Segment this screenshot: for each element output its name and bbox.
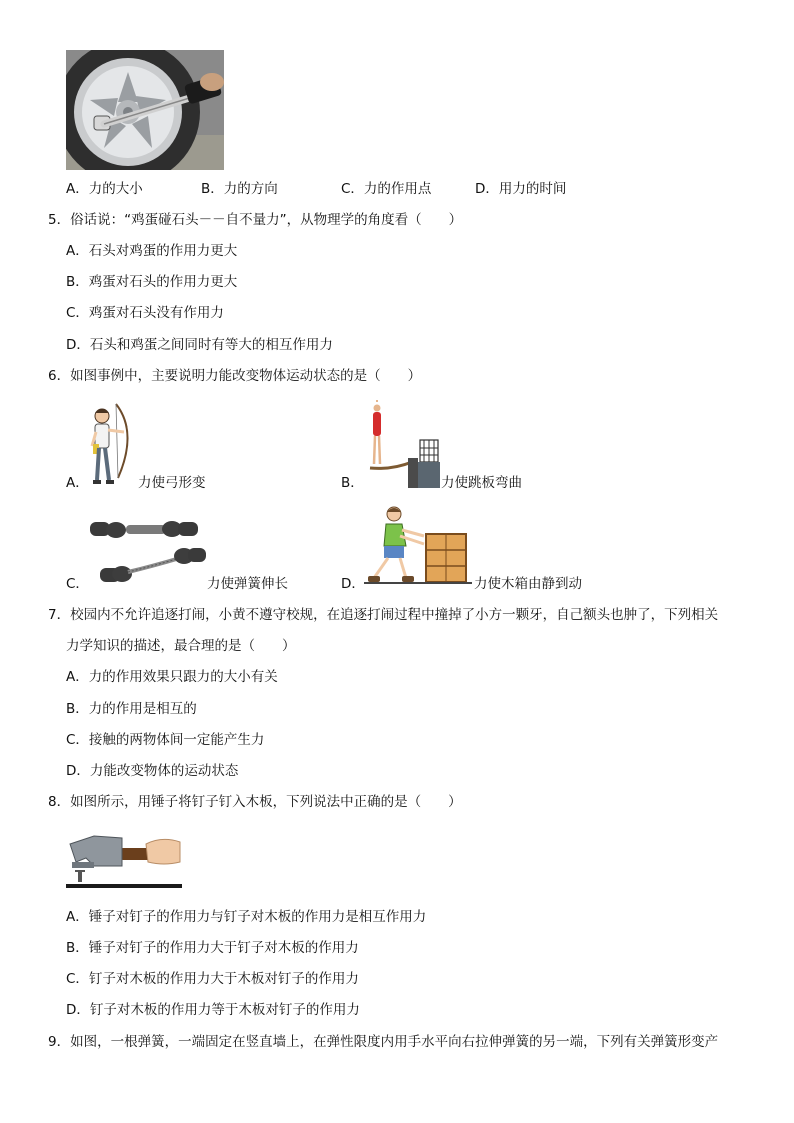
q5-option-a: A．石头对鸡蛋的作用力更大 — [66, 243, 238, 259]
q8-option-a: A．锤子对钉子的作用力与钉子对木板的作用力是相互作用力 — [66, 909, 427, 925]
q6-option-b-letter: B． — [341, 475, 364, 491]
q6-option-a-caption: 力使弓形变 — [138, 475, 206, 491]
q6-option-d-caption: 力使木箱由静到动 — [474, 576, 582, 592]
q6-option-b-caption: 力使跳板弯曲 — [441, 475, 522, 491]
q8-option-b: B．锤子对钉子的作用力大于钉子对木板的作用力 — [66, 940, 359, 956]
q7-option-b: B．力的作用是相互的 — [66, 701, 197, 717]
q6-stem: 6．如图事例中，主要说明力能改变物体运动状态的是（ ） — [48, 368, 422, 384]
q4-option-a: A．力的大小 — [66, 181, 143, 197]
q8-option-d: D．钉子对木板的作用力等于木板对钉子的作用力 — [66, 1002, 360, 1018]
q6-option-c-caption: 力使弹簧伸长 — [207, 576, 288, 592]
diving-board-figure — [362, 400, 442, 490]
q7-stem-line1: 7．校园内不允许追逐打闹，小黄不遵守校规，在追逐打闹过程中撞掉了小方一颗牙，自己额头也肿了，下列相关 — [48, 607, 719, 623]
q7-stem-line2: 力学知识的描述，最合理的是（ ） — [66, 638, 296, 654]
q9-stem: 9．如图，一根弹簧，一端固定在竖直墙上，在弹性限度内用手水平向右拉伸弹簧的另一端，下列有关弹簧形变产 — [48, 1034, 719, 1050]
q6-option-c-letter: C． — [66, 576, 89, 592]
q4-option-d: D．用力的时间 — [475, 181, 567, 197]
q7-option-d: D．力能改变物体的运动状态 — [66, 763, 239, 779]
q5-option-c: C．鸡蛋对石头没有作用力 — [66, 305, 224, 321]
q6-option-a-letter: A． — [66, 475, 89, 491]
pushing-box-figure — [364, 504, 474, 590]
q5-stem: 5．俗话说：“鸡蛋碰石头－－自不量力”，从物理学的角度看（ ） — [48, 212, 463, 228]
q7-option-c: C．接触的两物体间一定能产生力 — [66, 732, 265, 748]
archer-figure — [88, 402, 138, 488]
q4-option-b: B．力的方向 — [201, 181, 278, 197]
q5-option-d: D．石头和鸡蛋之间同时有等大的相互作用力 — [66, 337, 333, 353]
spring-stretch-figure — [88, 516, 208, 590]
q6-option-d-letter: D． — [341, 576, 365, 592]
q4-option-c: C．力的作用点 — [341, 181, 432, 197]
q5-option-b: B．鸡蛋对石头的作用力更大 — [66, 274, 238, 290]
q7-option-a: A．力的作用效果只跟力的大小有关 — [66, 669, 278, 685]
wheel-wrench-photo — [66, 50, 224, 170]
q8-option-c: C．钉子对木板的作用力大于木板对钉子的作用力 — [66, 971, 359, 987]
hammer-nail-figure — [66, 826, 184, 892]
q8-stem: 8．如图所示，用锤子将钉子钉入木板，下列说法中正确的是（ ） — [48, 794, 462, 810]
